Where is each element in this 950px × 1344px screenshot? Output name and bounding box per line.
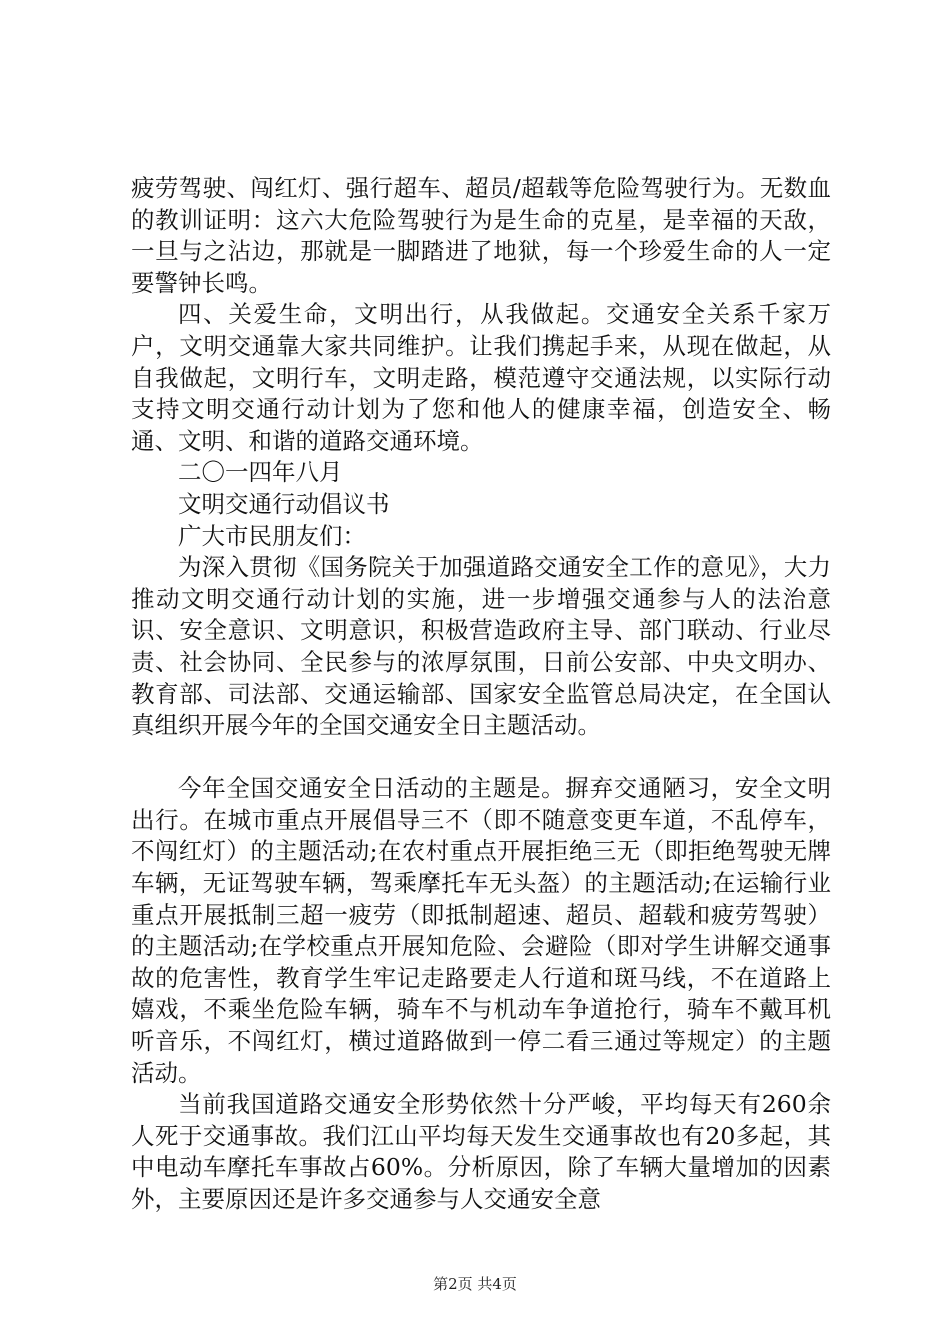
paragraph-current-situation: 当前我国道路交通安全形势依然十分严峻，平均每天有260余人死于交通事故。我们江山平均每天发生交通事故也有20多起，其中电动车摩托车事故占60%。分析原因，除了车辆大量增加的因素外，主要原因还是许多交通参与人交通安全意 bbox=[131, 1090, 831, 1213]
paragraph-cherish-life: 四、关爱生命，文明出行，从我做起。交通安全关系千家万户，文明交通靠大家共同维护。让我们携起手来，从现在做起，从自我做起，文明行车，文明走路，模范遵守交通法规，以实际行动支持文明交通行动计划为了您和他人的健康幸福，创造安全、畅通、文明、和谐的道路交通环境。 bbox=[131, 300, 831, 455]
paragraph-background: 为深入贯彻《国务院关于加强道路交通安全工作的意见》，大力推动文明交通行动计划的实施，进一步增强交通参与人的法治意识、安全意识、文明意识，积极营造政府主导、部门联动、行业尽责、社会协同、全民参与的浓厚氛围，日前公安部、中央文明办、教育部、司法部、交通运输部、国家安全监管总局决定，在全国认真组织开展今年的全国交通安全日主题活动。 bbox=[131, 553, 831, 740]
paragraph-proposal-title: 文明交通行动倡议书 bbox=[178, 489, 390, 518]
paragraph-danger-driving: 疲劳驾驶、闯红灯、强行超车、超员/超载等危险驾驶行为。无数血的教训证明：这六大危险驾驶行为是生命的克星，是幸福的天敌，一旦与之沾边，那就是一脚踏进了地狱，每一个珍爱生命的人一定要警钟长鸣。 bbox=[131, 174, 831, 297]
paragraph-theme: 今年全国交通安全日活动的主题是。摒弃交通陋习，安全文明出行。在城市重点开展倡导三不（即不随意变更车道，不乱停车，不闯红灯）的主题活动;在农村重点开展拒绝三无（即拒绝驾驶无牌车辆，无证驾驶车辆，驾乘摩托车无头盔）的主题活动;在运输行业重点开展抵制三超一疲劳（即抵制超速、超员、超载和疲劳驾驶）的主题活动;在学校重点开展知危险、会避险（即对学生讲解交通事故的危害性，教育学生牢记走路要走人行道和斑马线，不在道路上嬉戏，不乘坐危险车辆，骑车不与机动车争道抢行，骑车不戴耳机听音乐，不闯红灯，横过道路做到一停二看三通过等规定）的主题活动。 bbox=[131, 774, 831, 1087]
document-body bbox=[131, 173, 831, 1216]
page-footer: 第2页 共4页 bbox=[433, 1275, 517, 1293]
paragraph-date: 二〇一四年八月 bbox=[178, 458, 343, 487]
paragraph-salutation: 广大市民朋友们： bbox=[178, 521, 366, 550]
paragraph-spacer bbox=[131, 742, 831, 774]
